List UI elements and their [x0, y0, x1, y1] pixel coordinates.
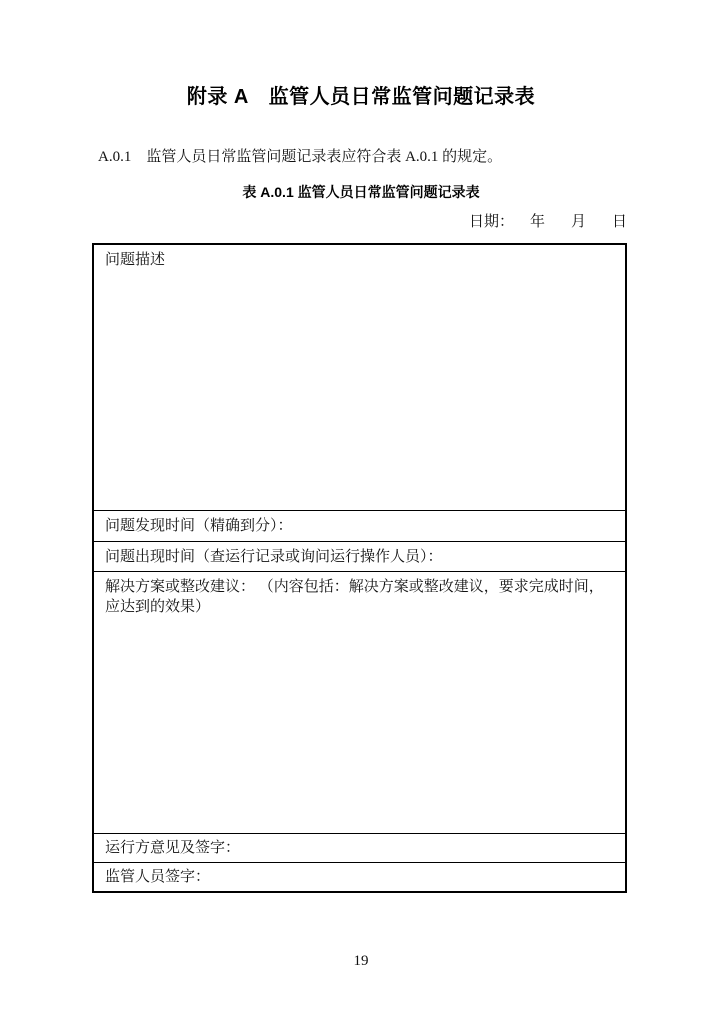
table-row-solution-suggestion [94, 571, 625, 833]
problem-description-label: 问题描述 [105, 252, 166, 268]
table-row-problem-description [94, 245, 625, 510]
discovery-time-label: 问题发现时间（精确到分）： [105, 518, 293, 534]
record-form-table [92, 243, 627, 893]
date-day-label: 日 [611, 214, 627, 230]
occurrence-time-label: 问题出现时间（查运行记录或询问运行操作人员）： [105, 548, 443, 565]
table-row-supervisor-signature [94, 862, 625, 891]
solution-suggestion-label: 解决方案或整改建议： （内容包括：解决方案或整改建议，要求完成时间，应达到的效果） [105, 579, 604, 615]
date-year-label: 年 [529, 214, 545, 230]
clause-a01-paragraph: A.0.1 监管人员日常监管问题记录表应符合表 A.0.1 的规定。 [98, 149, 503, 165]
page-number: 19 [353, 953, 369, 969]
date-month-label: 月 [570, 214, 586, 230]
supervisor-signature-label: 监管人员签字： [105, 869, 211, 885]
date-label: 日期： [468, 214, 514, 230]
appendix-title: 附录 A 监管人员日常监管问题记录表 [186, 86, 536, 108]
operator-opinion-signature-label: 运行方意见及签字： [105, 840, 241, 856]
table-row-occurrence-time [94, 541, 625, 571]
table-caption: 表 A.0.1 监管人员日常监管问题记录表 [242, 184, 480, 200]
table-row-operator-opinion-signature [94, 833, 625, 862]
date-line [469, 212, 627, 232]
table-row-discovery-time [94, 510, 625, 541]
